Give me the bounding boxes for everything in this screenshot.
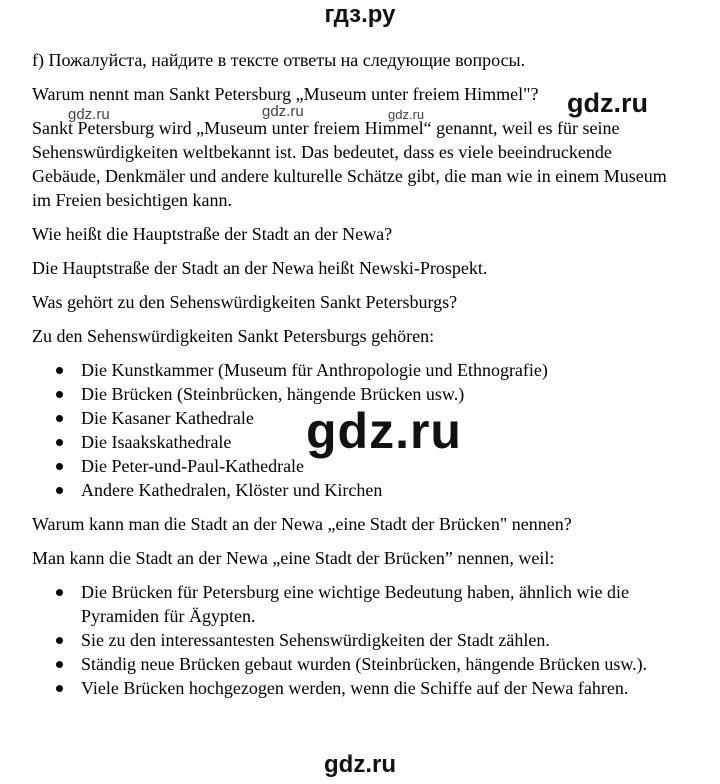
watermark-medium: gdz.ru: [567, 88, 648, 118]
watermark-small: gdz.ru: [262, 103, 304, 120]
site-footer: gdz.ru: [324, 751, 396, 778]
document-content: [32, 48, 682, 710]
bridges-reasons-list: [32, 580, 682, 700]
watermark-large: gdz.ru: [306, 403, 462, 459]
answer-4-intro: Man kann die Stadt an der Newa „eine Stadt der Brücken” nennen, weil:: [32, 548, 555, 568]
list-item: Ständig neue Brücken gebaut wurden (Steinbrücken, hängende Brücken usw.).: [81, 652, 682, 676]
list-item: Die Brücken für Petersburg eine wichtige Bedeutung haben, ähnlich wie die Pyramiden für Ägypten.: [81, 580, 682, 628]
watermark-small: gdz.ru: [68, 106, 110, 123]
answer-3-intro: Zu den Sehenswürdigkeiten Sankt Petersburgs gehören:: [32, 326, 435, 346]
list-item: Viele Brücken hochgezogen werden, wenn die Schiffe auf der Newa fahren.: [81, 676, 682, 700]
list-item: Die Brücken (Steinbrücken, hängende Brücken usw.): [81, 382, 682, 406]
list-item: Die Kasaner Kathedrale: [81, 406, 682, 430]
list-item: Die Peter-und-Paul-Kathedrale: [81, 454, 682, 478]
watermark-small: gdz.ru: [388, 107, 425, 122]
question-4: Warum kann man die Stadt an der Newa „eine Stadt der Brücken" nennen?: [32, 514, 572, 534]
question-2: Wie heißt die Hauptstraße der Stadt an der Newa?: [32, 224, 393, 244]
task-instruction: f) Пожалуйста, найдите в тексте ответы на следующие вопросы.: [32, 50, 526, 70]
question-1: Warum nennt man Sankt Petersburg „Museum unter freiem Himmel"?: [32, 84, 539, 104]
list-item: Die Kunstkammer (Museum für Anthropologie und Ethnografie): [81, 358, 682, 382]
list-item: Andere Kathedralen, Klöster und Kirchen: [81, 478, 682, 502]
site-header: гдз.ру: [324, 1, 396, 28]
list-item: Die Isaakskathedrale: [81, 430, 682, 454]
answer-1: Sankt Petersburg wird „Museum unter freiem Himmel“ genannt, weil es für seine Sehenswürdigkeiten weltbekannt ist. Das bedeutet, dass es viele beeindruckende Gebäude, Denkmäler und andere kulturelle Schätze gibt, die man wie in einem Museum im Freien besichtigen kann.: [32, 118, 667, 210]
list-item: Sie zu den interessantesten Sehenswürdigkeiten der Stadt zählen.: [81, 628, 682, 652]
question-3: Was gehört zu den Sehenswürdigkeiten Sankt Petersburgs?: [32, 292, 458, 312]
answer-2: Die Hauptstraße der Stadt an der Newa heißt Newski-Prospekt.: [32, 258, 488, 278]
